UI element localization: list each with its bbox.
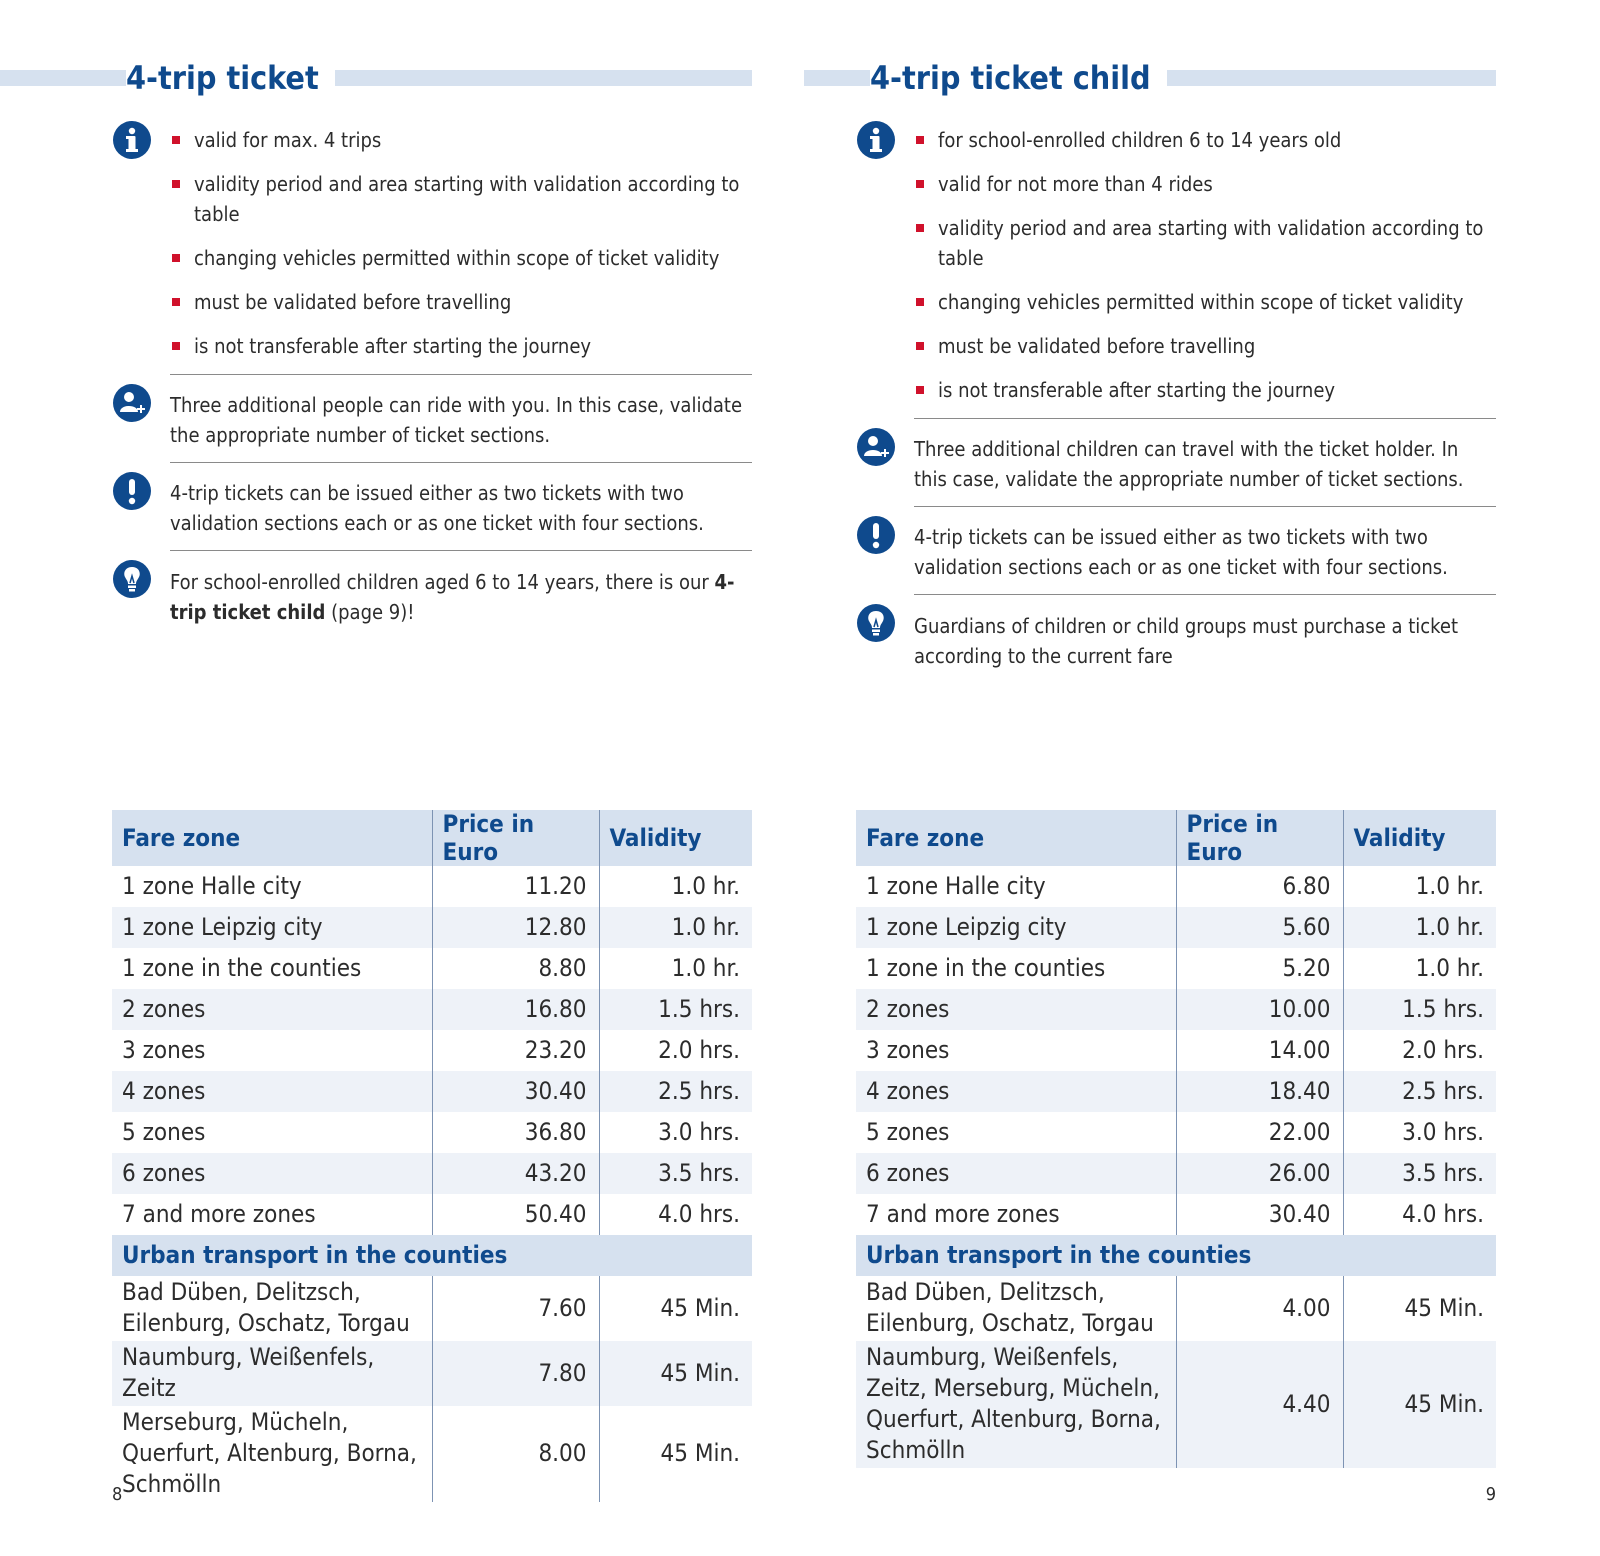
- table-row: [856, 866, 1496, 907]
- table-row: [856, 1341, 1496, 1468]
- table-cell: 1 zone Halle city: [866, 872, 1046, 900]
- table-cell: 5.60: [1176, 907, 1343, 948]
- list-item: must be validated before travelling: [916, 331, 1496, 361]
- table-cell: 2 zones: [856, 989, 1176, 1030]
- table-cell: 45 Min.: [1343, 1276, 1496, 1341]
- tip-note: Guardians of children or child groups must purchase a ticket according to the current fare: [914, 614, 1458, 668]
- table-cell: 11.20: [432, 866, 599, 907]
- table-cell: Merseburg, Mücheln, Querfurt, Altenburg, Borna, Schmölln: [122, 1408, 417, 1498]
- add-person-icon: [112, 383, 152, 423]
- fare-table: [112, 810, 752, 1502]
- table-cell: 4.00: [1176, 1276, 1343, 1341]
- table-cell: 4 zones: [856, 1071, 1176, 1112]
- lightbulb-icon: [856, 603, 896, 643]
- table-cell: 36.80: [432, 1112, 599, 1153]
- table-cell: 50.40: [432, 1194, 599, 1235]
- table-cell: 3.5 hrs.: [1343, 1153, 1496, 1194]
- list-item: changing vehicles permitted within scope of ticket validity: [916, 287, 1496, 317]
- info-icon: [856, 120, 896, 160]
- table-cell: 2 zones: [112, 989, 432, 1030]
- table-cell: 23.20: [432, 1030, 599, 1071]
- table-row: [112, 1341, 752, 1406]
- table-row: [856, 1071, 1496, 1112]
- table-cell: 1 zone in the counties: [122, 954, 362, 982]
- table-row: [112, 1071, 752, 1112]
- table-cell: 10.00: [1176, 989, 1343, 1030]
- table-cell: 1.0 hr.: [1343, 948, 1496, 989]
- table-cell: 2.0 hrs.: [1343, 1030, 1496, 1071]
- column-header: Price in Euro: [1176, 810, 1343, 866]
- table-cell: 45 Min.: [599, 1276, 752, 1341]
- list-item: must be validated before travelling: [172, 287, 752, 317]
- table-cell: 30.40: [432, 1071, 599, 1112]
- table-header-row: [112, 810, 752, 866]
- table-cell: Naumburg, Weißenfels, Zeitz: [112, 1341, 432, 1406]
- page-number: 9: [1485, 1484, 1496, 1505]
- list-item: valid for max. 4 trips: [172, 125, 752, 155]
- table-cell: 45 Min.: [599, 1406, 752, 1502]
- add-person-icon: [856, 427, 896, 467]
- table-row: [112, 866, 752, 907]
- table-cell: 7 and more zones: [866, 1200, 1060, 1228]
- table-cell: 8.80: [432, 948, 599, 989]
- table-cell: 6 zones: [856, 1153, 1176, 1194]
- exclamation-icon: [856, 515, 896, 555]
- companion-note: Three additional children can travel with the ticket holder. In this case, validate the appropriate number of ticket sections.: [914, 437, 1464, 491]
- table-cell: 7 and more zones: [122, 1200, 316, 1228]
- exclamation-icon: [112, 471, 152, 511]
- title-bar-left-stub: [0, 70, 112, 86]
- title-bar-right-stub: [804, 70, 856, 86]
- tip-text: For school-enrolled children aged 6 to 14 years, there is our: [170, 570, 709, 594]
- table-cell: 1 zone Halle city: [122, 872, 302, 900]
- column-header: Validity: [1343, 810, 1496, 866]
- table-row: [856, 1276, 1496, 1341]
- list-item: validity period and area starting with validation according to table: [172, 169, 752, 229]
- table-row: [856, 948, 1496, 989]
- table-cell: 2.0 hrs.: [599, 1030, 752, 1071]
- table-cell: 4.40: [1176, 1341, 1343, 1468]
- table-row: [112, 907, 752, 948]
- table-row: [112, 1406, 752, 1502]
- table-row: [112, 1194, 752, 1235]
- table-cell: 4.0 hrs.: [1343, 1194, 1496, 1235]
- table-cell: 12.80: [432, 907, 599, 948]
- column-header: Fare zone: [856, 810, 1176, 866]
- divider: [170, 550, 752, 551]
- table-subheader-row: [856, 1235, 1496, 1276]
- table-cell: 3 zones: [122, 1036, 206, 1064]
- table-subheader: Urban transport in the counties: [112, 1235, 752, 1276]
- column-header: Price in Euro: [432, 810, 599, 866]
- table-cell: 6 zones: [112, 1153, 432, 1194]
- table-row: [112, 1030, 752, 1071]
- companion-note: Three additional people can ride with you. In this case, validate the appropriate number of ticket sections.: [170, 393, 743, 447]
- table-cell: 1.5 hrs.: [599, 989, 752, 1030]
- table-row: [856, 907, 1496, 948]
- list-item: valid for not more than 4 rides: [916, 169, 1496, 199]
- table-cell: 1.0 hr.: [599, 907, 752, 948]
- page-number: 8: [112, 1484, 123, 1505]
- table-cell: 6.80: [1176, 866, 1343, 907]
- table-cell: 1.0 hr.: [1343, 907, 1496, 948]
- table-cell: 45 Min.: [599, 1341, 752, 1406]
- table-cell: Bad Düben, Delitzsch, Eilenburg, Oschatz, Torgau: [122, 1278, 410, 1337]
- page-title: 4-trip ticket: [126, 58, 335, 98]
- table-cell: 1 zone in the counties: [866, 954, 1106, 982]
- table-row: [112, 1153, 752, 1194]
- list-item: is not transferable after starting the journey: [916, 375, 1496, 405]
- table-cell: 16.80: [432, 989, 599, 1030]
- table-cell: 45 Min.: [1343, 1341, 1496, 1468]
- table-cell: 3 zones: [866, 1036, 950, 1064]
- table-subheader: Urban transport in the counties: [856, 1235, 1496, 1276]
- table-row: [856, 1153, 1496, 1194]
- divider: [914, 594, 1496, 595]
- divider: [170, 462, 752, 463]
- table-cell: 1 zone Leipzig city: [856, 907, 1176, 948]
- tip-link-text: 4-trip ticket child: [170, 570, 735, 624]
- table-cell: 1 zone Leipzig city: [112, 907, 432, 948]
- table-cell: 5.20: [1176, 948, 1343, 989]
- table-cell: 18.40: [1176, 1071, 1343, 1112]
- table-cell: 1.5 hrs.: [1343, 989, 1496, 1030]
- table-cell: 4 zones: [112, 1071, 432, 1112]
- column-header: Fare zone: [112, 810, 432, 866]
- table-cell: 2.5 hrs.: [599, 1071, 752, 1112]
- list-item: is not transferable after starting the journey: [172, 331, 752, 361]
- fare-table: [856, 810, 1496, 1468]
- table-cell: 8.00: [432, 1406, 599, 1502]
- feature-list: [172, 125, 752, 361]
- table-cell: 4.0 hrs.: [599, 1194, 752, 1235]
- table-cell: 1.0 hr.: [1343, 866, 1496, 907]
- table-cell: 7.80: [432, 1341, 599, 1406]
- table-row: [856, 1194, 1496, 1235]
- table-row: [112, 989, 752, 1030]
- table-cell: 1.0 hr.: [599, 866, 752, 907]
- lightbulb-icon: [112, 559, 152, 599]
- tip-suffix: (page 9)!: [331, 600, 415, 624]
- feature-list: [916, 125, 1496, 405]
- divider: [170, 374, 752, 375]
- table-row: [112, 1112, 752, 1153]
- table-cell: 5 zones: [122, 1118, 206, 1146]
- table-cell: Bad Düben, Delitzsch, Eilenburg, Oschatz, Torgau: [866, 1278, 1154, 1337]
- table-cell: 26.00: [1176, 1153, 1343, 1194]
- table-cell: 22.00: [1176, 1112, 1343, 1153]
- tip-note: [170, 567, 752, 627]
- list-item: changing vehicles permitted within scope of ticket validity: [172, 243, 752, 273]
- table-row: [856, 1112, 1496, 1153]
- table-cell: 7.60: [432, 1276, 599, 1341]
- list-item: validity period and area starting with validation according to table: [916, 213, 1496, 273]
- table-header-row: [856, 810, 1496, 866]
- issue-note: 4-trip tickets can be issued either as two tickets with two validation sections each or as one ticket with four sections.: [170, 481, 704, 535]
- info-icon: [112, 120, 152, 160]
- table-cell: 1.0 hr.: [599, 948, 752, 989]
- table-row: [112, 1276, 752, 1341]
- table-cell: 30.40: [1176, 1194, 1343, 1235]
- list-item: for school-enrolled children 6 to 14 years old: [916, 125, 1496, 155]
- table-cell: Naumburg, Weißenfels, Zeitz, Merseburg, Mücheln, Querfurt, Altenburg, Borna, Schmölln: [856, 1341, 1176, 1468]
- column-header: Validity: [599, 810, 752, 866]
- table-subheader-row: [112, 1235, 752, 1276]
- table-row: [112, 948, 752, 989]
- table-cell: 5 zones: [866, 1118, 950, 1146]
- table-cell: 3.0 hrs.: [599, 1112, 752, 1153]
- table-row: [856, 989, 1496, 1030]
- table-cell: 3.5 hrs.: [599, 1153, 752, 1194]
- table-cell: 14.00: [1176, 1030, 1343, 1071]
- table-row: [856, 1030, 1496, 1071]
- table-cell: 43.20: [432, 1153, 599, 1194]
- page-title: 4-trip ticket child: [870, 58, 1167, 98]
- table-cell: 2.5 hrs.: [1343, 1071, 1496, 1112]
- table-cell: 3.0 hrs.: [1343, 1112, 1496, 1153]
- divider: [914, 418, 1496, 419]
- divider: [914, 506, 1496, 507]
- issue-note: 4-trip tickets can be issued either as two tickets with two validation sections each or as one ticket with four sections.: [914, 525, 1448, 579]
